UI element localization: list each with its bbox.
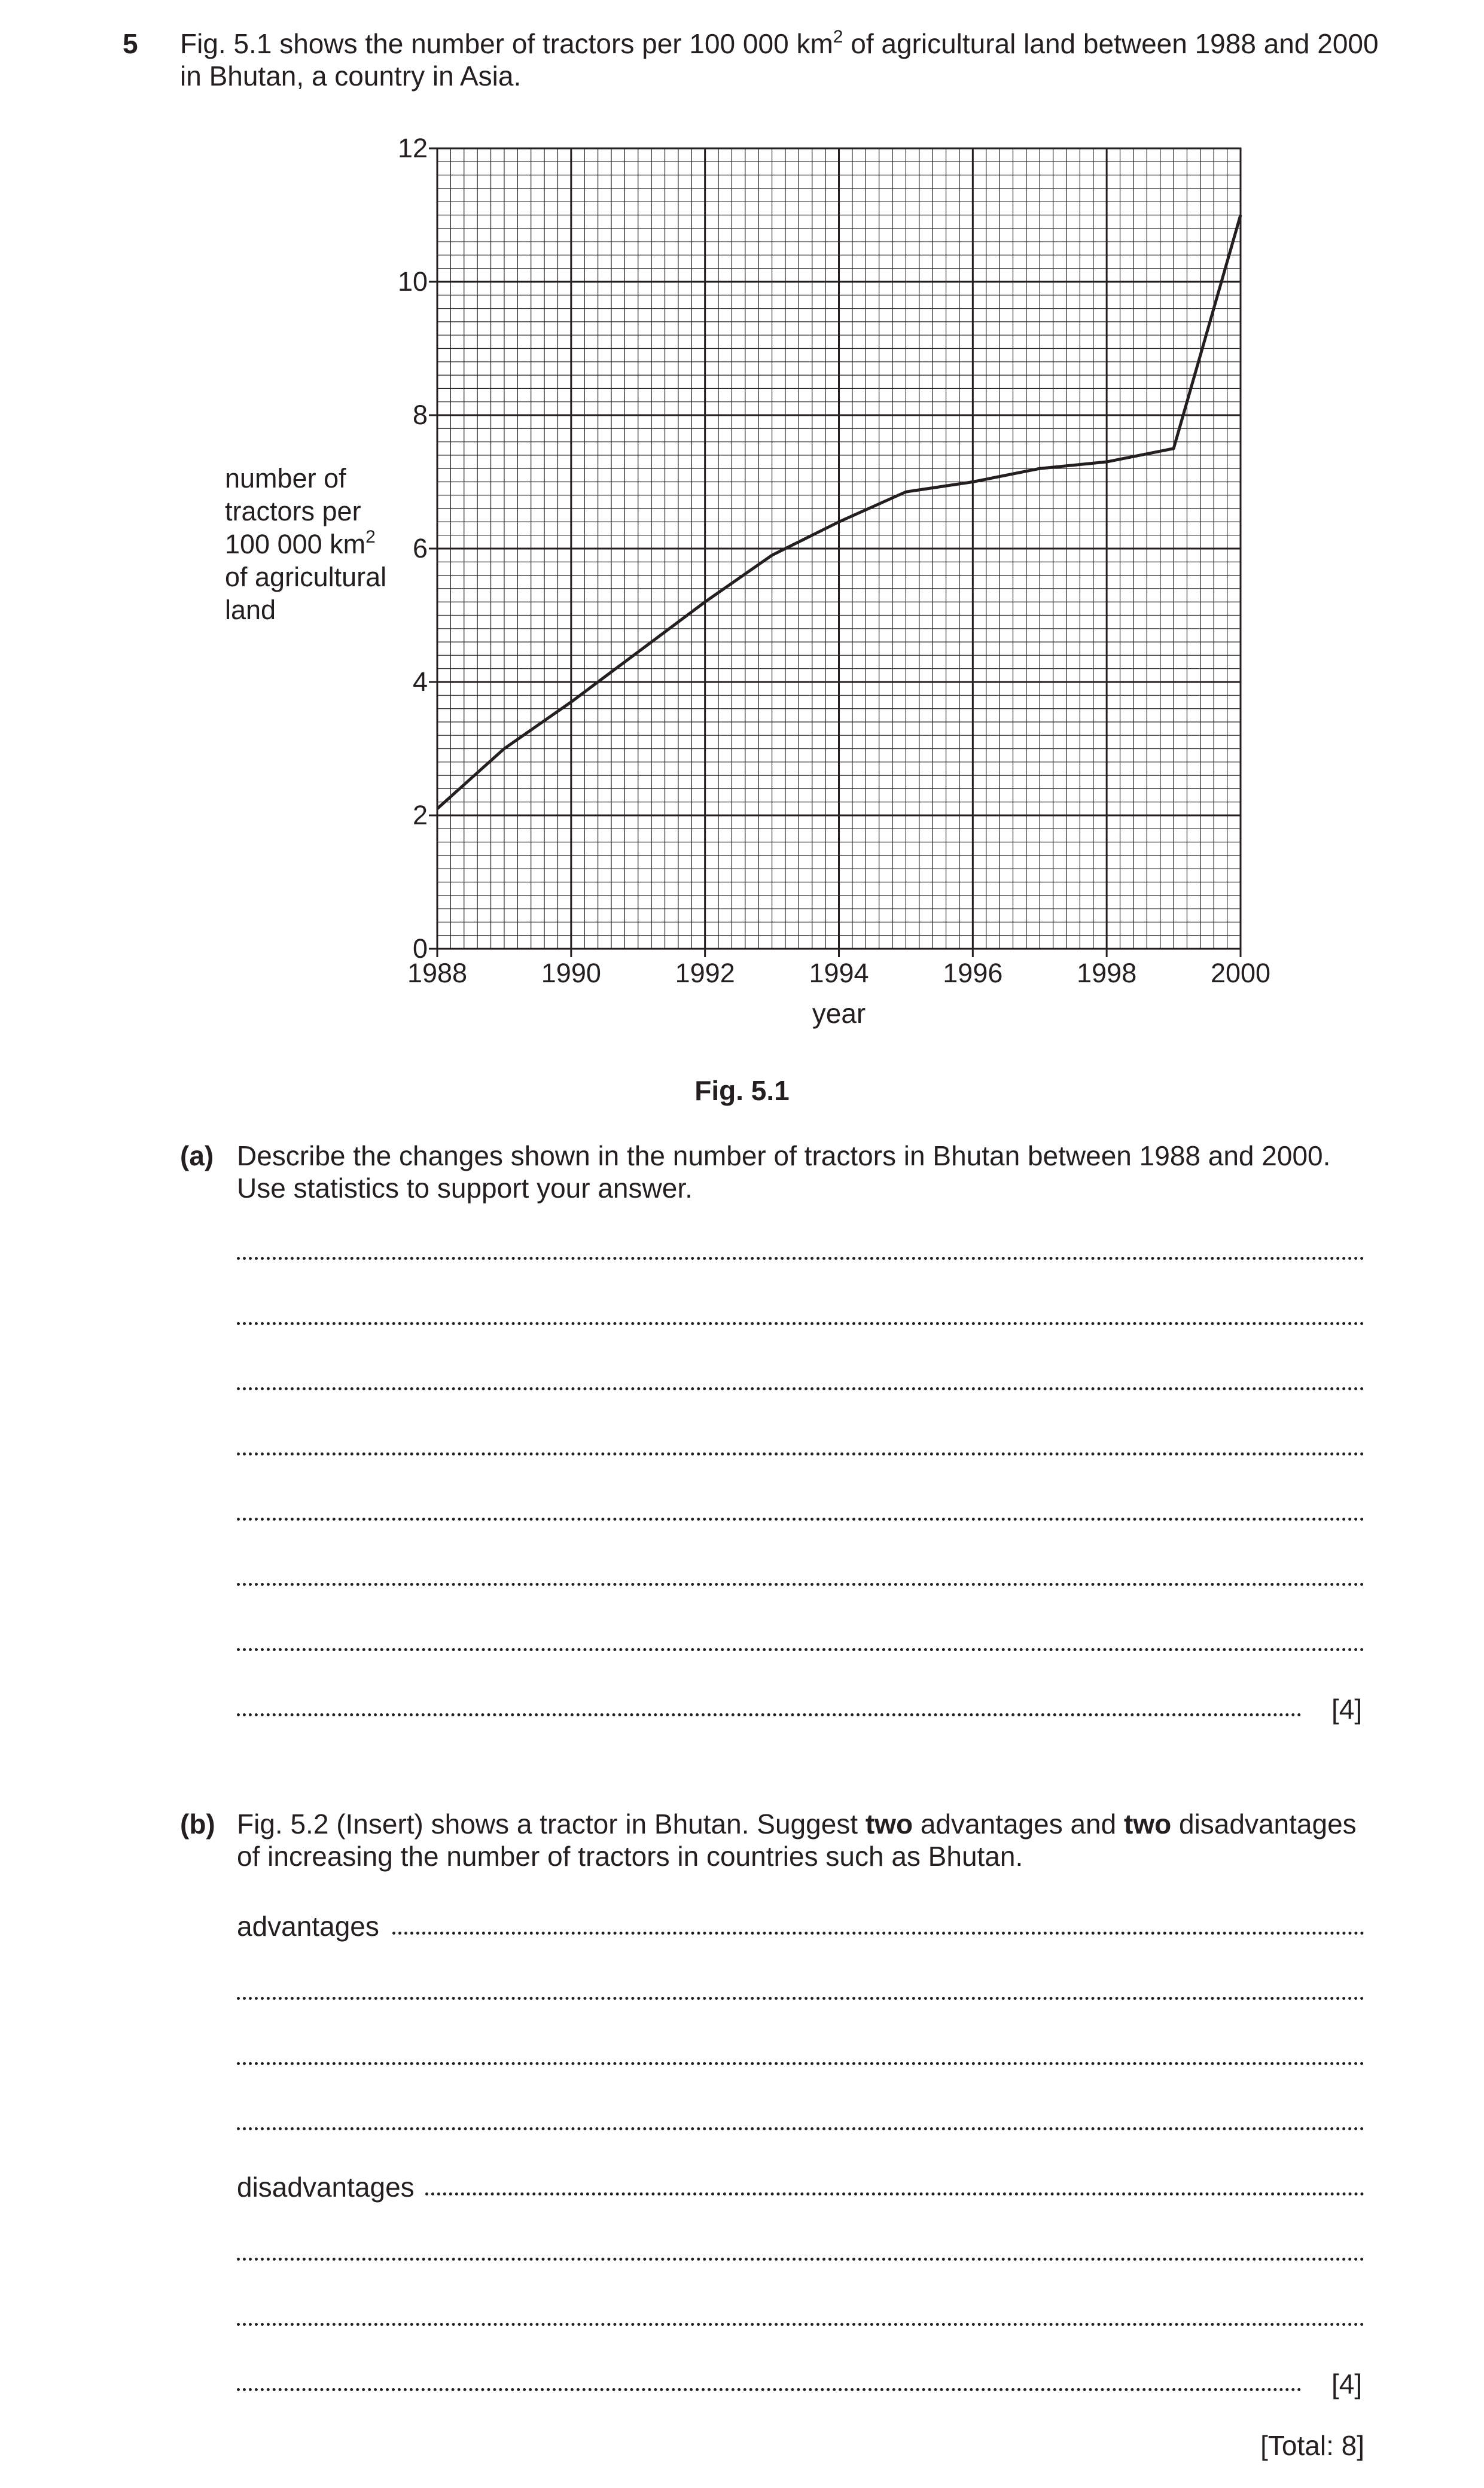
answer-line-a-5[interactable]: [237, 1518, 1364, 1521]
answer-line-dis-4[interactable]: [237, 2388, 1302, 2391]
part-b-text-1: Fig. 5.2 (Insert) shows a tractor in Bhutan. Suggest: [237, 1808, 866, 1840]
y-tick-label: 6: [412, 533, 428, 564]
answer-line-dis-1[interactable]: [425, 2192, 1364, 2195]
y-tick-label: 0: [412, 933, 428, 964]
part-b-label: (b): [180, 1808, 215, 1840]
answer-line-a-4[interactable]: [237, 1452, 1364, 1455]
stem-line-2: in Bhutan, a country in Asia.: [180, 60, 522, 92]
x-axis-label: year: [812, 998, 866, 1029]
ylabel-line-5: land: [225, 595, 276, 625]
ylabel-superscript: 2: [365, 527, 376, 547]
x-tick-label: 1994: [809, 958, 869, 988]
answer-line-a-3[interactable]: [237, 1387, 1364, 1390]
x-tick-label: 1988: [407, 958, 468, 988]
x-tick-label: 2000: [1210, 958, 1271, 988]
answer-line-a-7[interactable]: [237, 1648, 1364, 1651]
stem-text-post: of agricultural land between 1988 and 2000: [843, 28, 1379, 59]
total-marks: [Total: 8]: [1260, 2430, 1364, 2461]
part-a-line-1: Describe the changes shown in the number of tractors in Bhutan between 1988 and 2000.: [237, 1140, 1331, 1171]
answer-line-adv-1[interactable]: [392, 1932, 1364, 1935]
x-tick-label: 1990: [541, 958, 601, 988]
ylabel-line-1: number of: [225, 463, 346, 494]
x-tick-label: 1992: [675, 958, 735, 988]
y-tick-label: 8: [412, 400, 428, 430]
part-a-marks: [4]: [1331, 1694, 1363, 1725]
figure-caption: Fig. 5.1: [694, 1075, 790, 1106]
y-tick-label: 10: [397, 266, 428, 297]
question-number: 5: [123, 28, 138, 59]
answer-line-a-8[interactable]: [237, 1713, 1302, 1716]
answer-line-adv-3[interactable]: [237, 2062, 1364, 2065]
answer-line-dis-3[interactable]: [237, 2323, 1364, 2326]
stem-superscript: 2: [833, 27, 843, 47]
ylabel-unit: 100 000 km: [225, 529, 366, 559]
part-b-text-2: advantages and: [913, 1808, 1124, 1840]
answer-line-adv-4[interactable]: [237, 2127, 1364, 2130]
x-tick-label: 1996: [943, 958, 1003, 988]
tractor-line-chart: [0, 0, 1484, 1053]
answer-line-a-2[interactable]: [237, 1322, 1364, 1325]
y-tick-label: 12: [397, 133, 428, 163]
ylabel-line-3: [225, 528, 386, 561]
answer-line-dis-2[interactable]: [237, 2258, 1364, 2261]
part-b-bold-two-2: two: [1124, 1808, 1172, 1840]
ylabel-line-2: tractors per: [225, 496, 361, 526]
answer-line-adv-2[interactable]: [237, 1997, 1364, 2000]
part-b-line-1: [237, 1808, 1357, 1840]
part-b-marks: [4]: [1331, 2368, 1363, 2399]
y-axis-label: [225, 462, 386, 626]
answer-line-a-6[interactable]: [237, 1583, 1364, 1586]
disadvantages-label: disadvantages: [237, 2172, 415, 2203]
part-b-line-2: of increasing the number of tractors in countries such as Bhutan.: [237, 1841, 1023, 1872]
part-a-line-2: Use statistics to support your answer.: [237, 1173, 693, 1204]
part-b-text-3: disadvantages: [1171, 1808, 1357, 1840]
advantages-label: advantages: [237, 1911, 379, 1942]
x-tick-label: 1998: [1077, 958, 1137, 988]
ylabel-line-4: of agricultural: [225, 562, 387, 592]
answer-line-a-1[interactable]: [237, 1257, 1364, 1260]
stem-text-pre: Fig. 5.1 shows the number of tractors per 100 000 km: [180, 28, 833, 59]
y-tick-label: 2: [412, 800, 428, 830]
part-a-label: (a): [180, 1140, 214, 1171]
part-b-bold-two-1: two: [865, 1808, 913, 1840]
y-tick-label: 4: [412, 666, 428, 697]
